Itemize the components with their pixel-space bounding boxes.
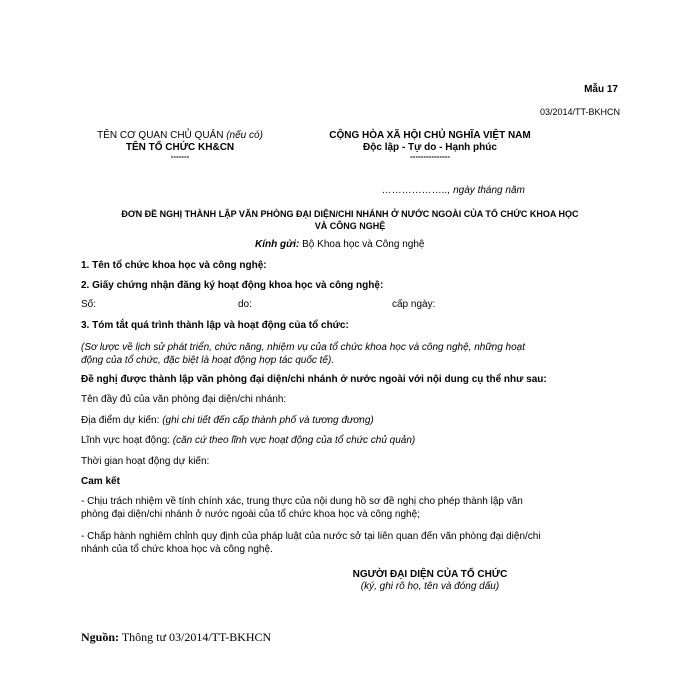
certificate-number-label: Số: [81,299,97,310]
recipient [255,239,424,250]
certificate-issuer-label: do: [238,299,252,310]
commitment-item-1 [81,495,621,521]
commitment-item-2 [81,530,621,556]
header-right [300,130,560,161]
agency-note: (nếu có) [226,130,263,141]
nation-title: CỘNG HÒA XÃ HỘI CHỦ NGHĨA VIỆT NAM [329,130,531,141]
source-value: Thông tư 03/2014/TT-BKHCN [121,630,272,644]
organization-name: TÊN TỔ CHỨC KH&CN [125,142,235,153]
source-line [81,630,271,645]
location-label: Địa điểm dự kiến: [81,415,160,426]
location-line [81,415,374,426]
source-label: Nguồn: [81,630,120,644]
signature-block [330,569,530,592]
form-number: Mẫu 17 [584,84,618,95]
motto: Độc lập - Tự do - Hạnh phúc [363,142,497,153]
certificate-date-label: cấp ngày: [392,299,436,310]
field-line [81,435,415,446]
commitment-item-1-line-2: phòng đại diện/chi nhánh ở nước ngoài của tổ chức khoa học và công nghệ; [81,509,420,520]
commitment-item-1-line-1: - Chịu trách nhiệm về tính chính xác, trung thực của nội dung hồ sơ đề nghị cho phép thành lập văn [81,496,523,507]
signature-note: (ký, ghi rõ họ, tên và đóng dấu) [360,581,500,592]
commitment-item-2-line-2: nhánh của tổ chức khoa học và công nghệ. [81,544,273,555]
header-left [80,130,280,161]
field-note: (căn cứ theo lĩnh vực hoạt động của tổ chức chủ quản) [172,435,416,446]
section-3-note-line-1: (Sơ lược về lịch sử phát triển, chức năng, nhiệm vụ của tổ chức khoa học và công nghệ, những hoạt [81,342,526,353]
signature-title: NGƯỜI ĐẠI DIỆN CỦA TỔ CHỨC [352,569,508,580]
section-3-heading: 3. Tóm tắt quá trình thành lập và hoạt động của tổ chức: [81,320,349,331]
section-3-note [81,341,621,367]
commitment-heading: Cam kết [81,476,120,487]
commitment-item-2-line-1: - Chấp hành nghiêm chỉnh quy định của pháp luật của nước sở tại liên quan đến văn phòng đại diện/chi [81,531,541,542]
agency-name: TÊN CƠ QUAN CHỦ QUẢN [97,130,224,141]
form-circular: 03/2014/TT-BKHCN [539,107,620,117]
agency-line [80,130,280,141]
request-heading: Đề nghị được thành lập văn phòng đại diện/chi nhánh ở nước ngoài với nội dung cụ thể như sau: [81,374,547,385]
document-title [70,208,630,232]
section-1-heading: 1. Tên tổ chức khoa học và công nghệ: [81,260,267,271]
section-3-note-line-2: động của tổ chức, đặc biệt là hoạt động hợp tác quốc tế). [81,355,335,366]
date-line: ……………….., ngày tháng năm [382,185,525,196]
office-full-name-label: Tên đầy đủ của văn phòng đại diện/chi nhánh: [81,394,287,405]
title-line-1: ĐƠN ĐỀ NGHỊ THÀNH LẬP VĂN PHÒNG ĐẠI DIỆN/CHI NHÁNH Ở NƯỚC NGOÀI CỦA TỔ CHỨC KHOA HỌC [121,209,579,219]
left-divider: ------- [170,152,190,161]
recipient-label: Kính gửi: [255,239,300,250]
location-note: (ghi chi tiết đến cấp thành phố và tương đương) [162,415,374,426]
title-line-2: VÀ CÔNG NGHỆ [314,221,386,231]
right-divider: --------------- [410,152,450,161]
recipient-value: Bộ Khoa học và Công nghệ [302,239,425,250]
field-label: Lĩnh vực hoạt động: [81,435,170,446]
duration-label: Thời gian hoạt động dự kiến: [81,456,210,467]
section-2-heading: 2. Giấy chứng nhận đăng ký hoạt động khoa học và công nghệ: [81,280,384,291]
